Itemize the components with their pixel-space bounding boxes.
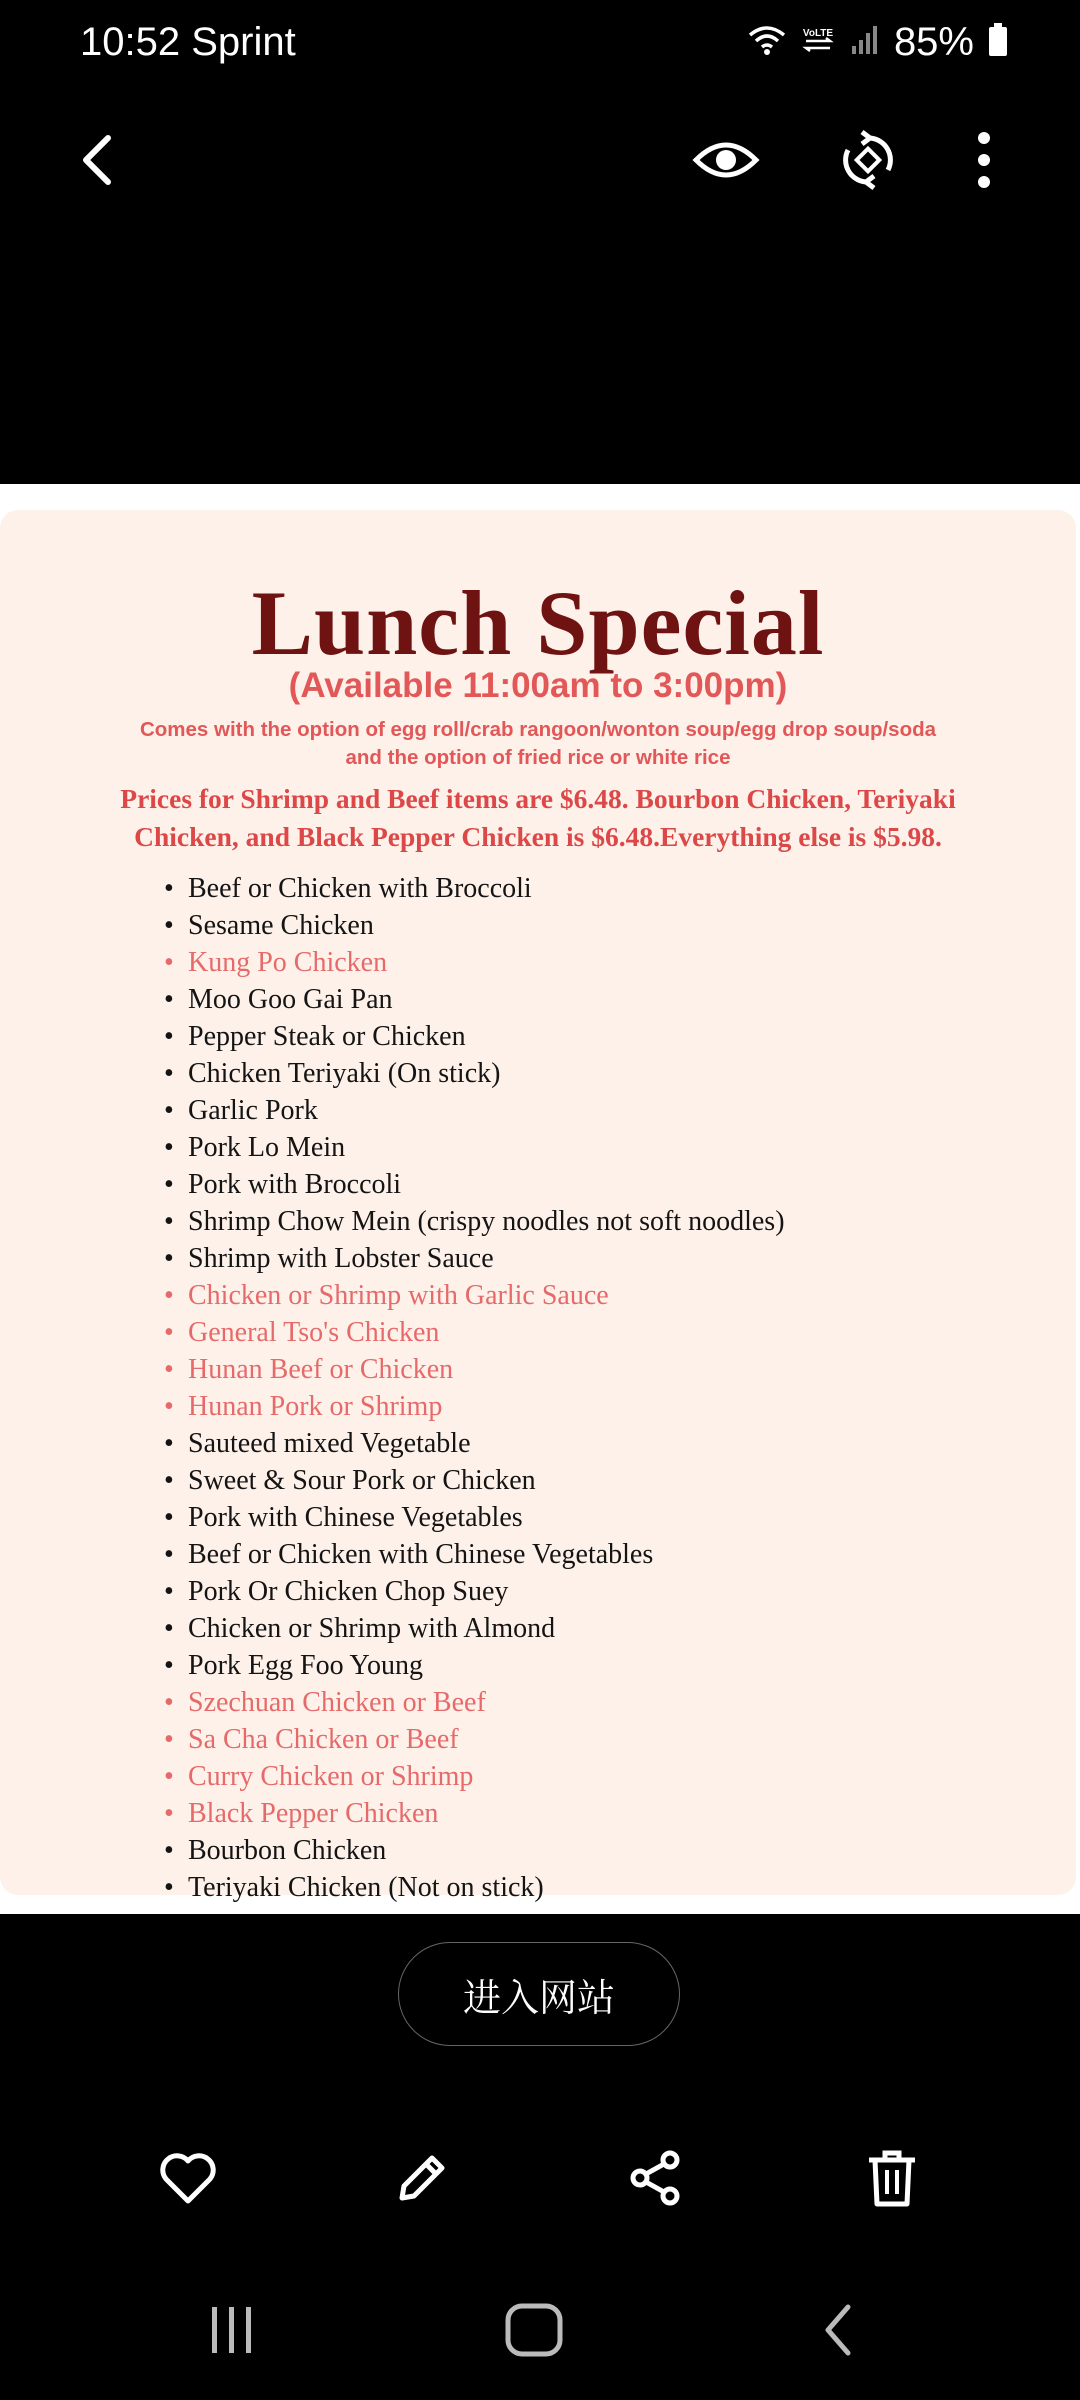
menu-title: Lunch Special — [251, 572, 825, 674]
menu-item: • Pork with Chinese Vegetables — [164, 1499, 785, 1536]
back-icon[interactable] — [798, 2294, 878, 2366]
menu-item: • Pork Egg Foo Young — [164, 1647, 785, 1684]
menu-items-list — [164, 870, 785, 1906]
enter-website-button[interactable]: 进入网站 — [398, 1942, 680, 2046]
photo-image[interactable] — [0, 484, 1080, 1914]
volte-icon — [800, 24, 836, 61]
svg-text:VoLTE: VoLTE — [802, 28, 834, 39]
menu-prices-line: Chicken, and Black Pepper Chicken is $6.48.Everything else is $5.98. — [134, 821, 942, 852]
back-arrow-icon[interactable] — [62, 124, 134, 196]
status-indicators — [748, 20, 1008, 65]
recent-apps-icon[interactable] — [192, 2294, 272, 2366]
trash-icon[interactable] — [852, 2138, 932, 2218]
menu-item: • Beef or Chicken with Broccoli — [164, 870, 785, 907]
heart-icon[interactable] — [148, 2138, 228, 2218]
status-bar — [0, 0, 1080, 92]
menu-item: • Pork Lo Mein — [164, 1129, 785, 1166]
signal-icon — [850, 24, 880, 61]
menu-item: • Shrimp Chow Mein (crispy noodles not soft noodles) — [164, 1203, 785, 1240]
rotate-icon[interactable] — [832, 124, 904, 196]
lunch-special-menu — [0, 510, 1076, 1903]
menu-item: • Teriyaki Chicken (Not on stick) — [164, 1869, 785, 1906]
share-icon[interactable] — [616, 2138, 696, 2218]
menu-item: • General Tso's Chicken — [164, 1314, 785, 1351]
menu-availability: (Available 11:00am to 3:00pm) — [288, 666, 788, 705]
viewer-toolbar — [0, 100, 1080, 216]
menu-item: • Hunan Pork or Shrimp — [164, 1388, 785, 1425]
menu-item: • Sa Cha Chicken or Beef — [164, 1721, 785, 1758]
menu-item: • Bourbon Chicken — [164, 1832, 785, 1869]
menu-item: • Pork with Broccoli — [164, 1166, 785, 1203]
menu-item: • Black Pepper Chicken — [164, 1795, 785, 1832]
menu-item: • Kung Po Chicken — [164, 944, 785, 981]
menu-item: • Pork Or Chicken Chop Suey — [164, 1573, 785, 1610]
menu-item: • Sesame Chicken — [164, 907, 785, 944]
edit-pencil-icon[interactable] — [382, 2138, 462, 2218]
menu-item: • Pepper Steak or Chicken — [164, 1018, 785, 1055]
menu-item: • Beef or Chicken with Chinese Vegetables — [164, 1536, 785, 1573]
menu-item: • Sweet & Sour Pork or Chicken — [164, 1462, 785, 1499]
menu-item: • Hunan Beef or Chicken — [164, 1351, 785, 1388]
menu-item: • Chicken or Shrimp with Almond — [164, 1610, 785, 1647]
status-time-carrier: 10:52 Sprint — [80, 20, 296, 64]
menu-item: • Curry Chicken or Shrimp — [164, 1758, 785, 1795]
menu-prices-line: Prices for Shrimp and Beef items are $6.48. Bourbon Chicken, Teriyaki — [120, 783, 956, 814]
system-nav-bar — [0, 2290, 1080, 2370]
menu-item: • Chicken Teriyaki (On stick) — [164, 1055, 785, 1092]
more-vertical-icon[interactable] — [948, 124, 1020, 196]
action-bar — [0, 2130, 1080, 2230]
battery-icon — [988, 23, 1008, 62]
menu-item: • Chicken or Shrimp with Garlic Sauce — [164, 1277, 785, 1314]
menu-note-line: Comes with the option of egg roll/crab rangoon/wonton soup/egg drop soup/soda — [139, 718, 937, 741]
wifi-icon — [748, 24, 786, 61]
menu-item: • Moo Goo Gai Pan — [164, 981, 785, 1018]
menu-note-line: and the option of fried rice or white rice — [345, 746, 731, 769]
menu-item: • Szechuan Chicken or Beef — [164, 1684, 785, 1721]
menu-item: • Garlic Pork — [164, 1092, 785, 1129]
menu-item: • Sauteed mixed Vegetable — [164, 1425, 785, 1462]
home-icon[interactable] — [494, 2294, 574, 2366]
menu-note — [100, 716, 976, 772]
battery-percent: 85% — [893, 20, 974, 64]
eye-icon[interactable] — [686, 124, 766, 196]
menu-prices — [70, 780, 1006, 856]
menu-item: • Shrimp with Lobster Sauce — [164, 1240, 785, 1277]
